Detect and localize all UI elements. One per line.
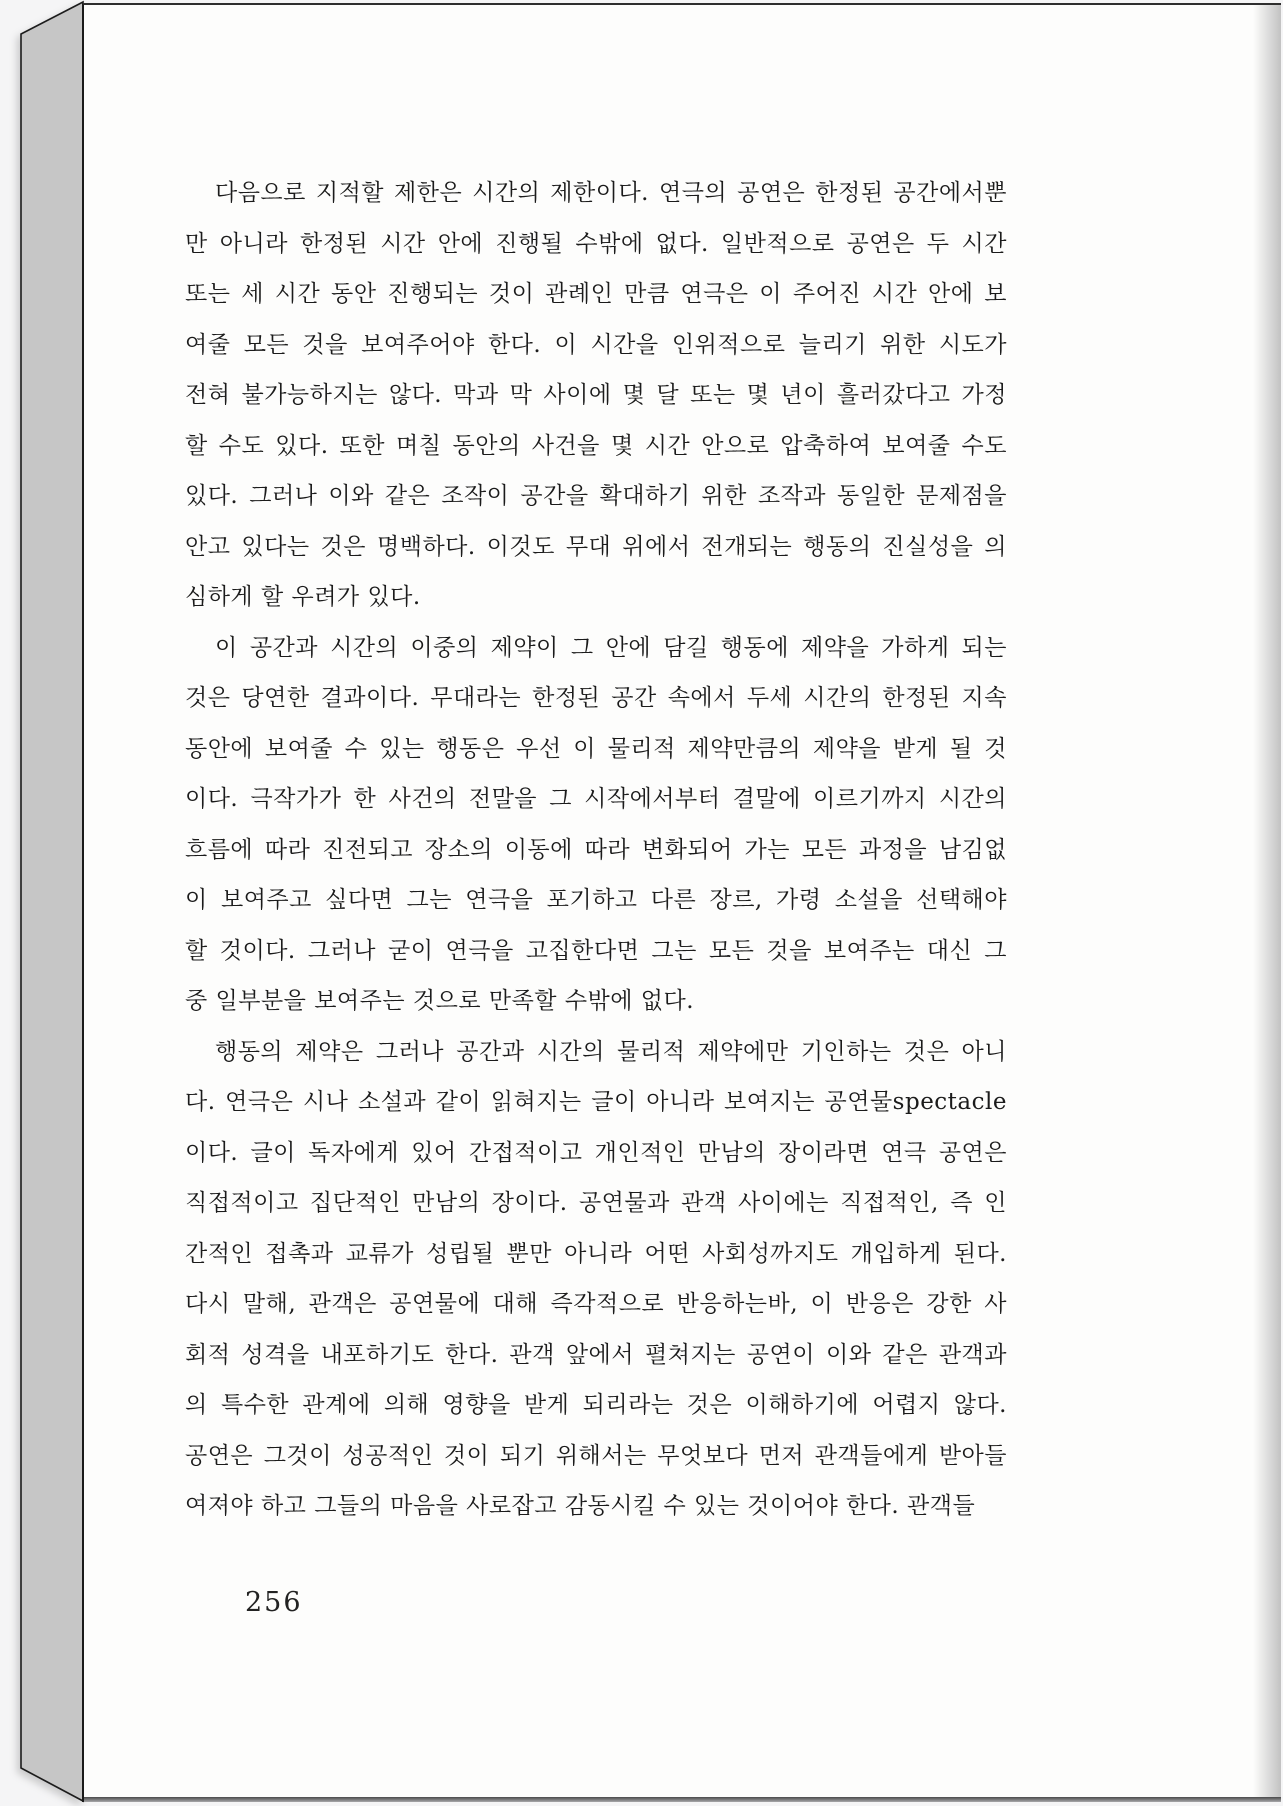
text-line: 동안에 보여줄 수 있는 행동은 우선 이 물리적 제약만큼의 제약을 받게 될 것 [185, 735, 1007, 762]
page-bottom-edge [84, 1797, 1281, 1802]
text-line: 안고 있다는 것은 명백하다. 이것도 무대 위에서 전개되는 행동의 진실성을 의 [185, 533, 1007, 560]
text-line: 다. 연극은 시나 소설과 같이 읽혀지는 글이 아니라 보여지는 공연물spectacle [185, 1089, 1007, 1115]
text-line: 여줄 모든 것을 보여주어야 한다. 이 시간을 인위적으로 늘리기 위한 시도가 [185, 331, 1007, 358]
text-line: 심하게 할 우려가 있다. [185, 584, 421, 610]
text-block [185, 168, 1007, 1532]
text-line: 있다. 그러나 이와 같은 조작이 공간을 확대하기 위한 조작과 동일한 문제점을 [185, 483, 1007, 509]
text-line: 공연은 그것이 성공적인 것이 되기 위해서는 무엇보다 먼저 관객들에게 받아들 [185, 1442, 1007, 1469]
text-line: 만 아니라 한정된 시간 안에 진행될 수밖에 없다. 일반적으로 공연은 두 시간 [185, 230, 1007, 257]
text-line: 다음으로 지적할 제한은 시간의 제한이다. 연극의 공연은 한정된 공간에서뿐 [215, 180, 1007, 206]
text-line: 간적인 접촉과 교류가 성립될 뿐만 아니라 어떤 사회성까지도 개입하게 된다. [185, 1240, 1007, 1267]
text-line: 의 특수한 관계에 의해 영향을 받게 되리라는 것은 이해하기에 어렵지 않다. [185, 1392, 1007, 1418]
text-line: 중 일부분을 보여주는 것으로 만족할 수밖에 없다. [185, 988, 695, 1014]
spine-edge-shape [21, 2, 83, 1801]
text-line: 여져야 하고 그들의 마음을 사로잡고 감동시킬 수 있는 것이어야 한다. 관객들 [185, 1493, 976, 1519]
text-line: 회적 성격을 내포하기도 한다. 관객 앞에서 펼쳐지는 공연이 이와 같은 관객과 [185, 1341, 1007, 1368]
page-number: 256 [245, 1587, 303, 1618]
text-line: 다시 말해, 관객은 공연물에 대해 즉각적으로 반응하는바, 이 반응은 강한 사 [185, 1291, 1007, 1317]
text-line: 할 것이다. 그러나 굳이 연극을 고집한다면 그는 모든 것을 보여주는 대신 그 [185, 937, 1007, 964]
page [82, 3, 1281, 1802]
text-line: 것은 당연한 결과이다. 무대라는 한정된 공간 속에서 두세 시간의 한정된 지속 [185, 685, 1007, 711]
text-line: 이다. 극작가가 한 사건의 전말을 그 시작에서부터 결말에 이르기까지 시간의 [185, 786, 1007, 812]
text-line: 또는 세 시간 동안 진행되는 것이 관례인 만큼 연극은 이 주어진 시간 안에 보 [185, 281, 1007, 307]
text-line: 이 공간과 시간의 이중의 제약이 그 안에 담길 행동에 제약을 가하게 되는 [215, 634, 1007, 661]
text-line: 전혀 불가능하지는 않다. 막과 막 사이에 몇 달 또는 몇 년이 흘러갔다고 가정 [185, 382, 1007, 408]
text-line: 할 수도 있다. 또한 며칠 동안의 사건을 몇 시간 안으로 압축하여 보여줄 수도 [185, 432, 1007, 459]
text-line: 흐름에 따라 진전되고 장소의 이동에 따라 변화되어 가는 모든 과정을 남김없 [185, 836, 1007, 863]
text-line: 이다. 글이 독자에게 있어 간접적이고 개인적인 만남의 장이라면 연극 공연은 [185, 1139, 1007, 1166]
text-line: 이 보여주고 싶다면 그는 연극을 포기하고 다른 장르, 가령 소설을 선택해야 [185, 887, 1007, 913]
page-right-shade [1253, 5, 1281, 1802]
text-line: 행동의 제약은 그러나 공간과 시간의 물리적 제약에만 기인하는 것은 아니 [215, 1038, 1007, 1065]
text-line: 직접적이고 집단적인 만남의 장이다. 공연물과 관객 사이에는 직접적인, 즉 인 [185, 1190, 1007, 1216]
